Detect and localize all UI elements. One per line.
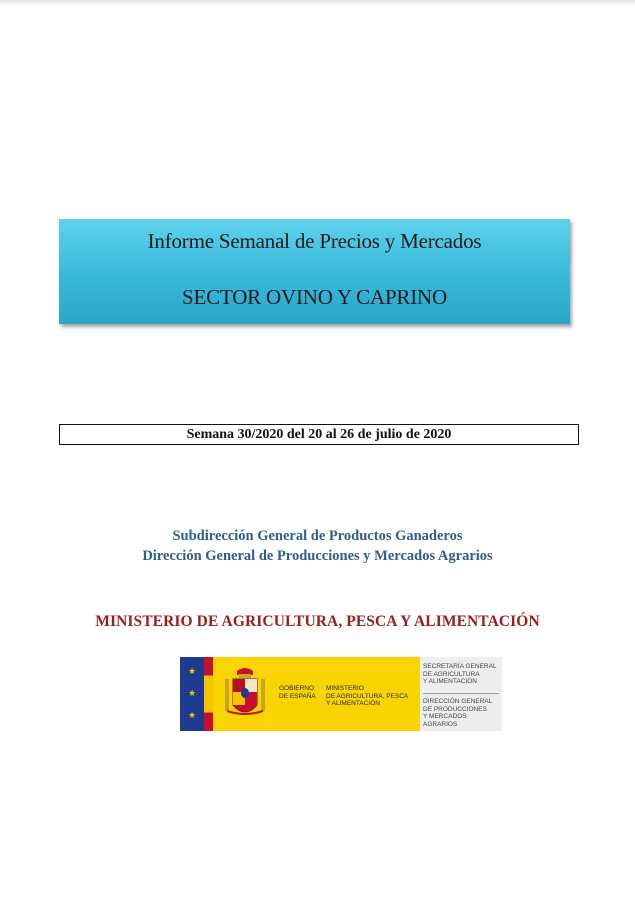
- direction-label: Dirección General de Producciones y Mercados Agrarios: [142, 548, 493, 564]
- government-logo: [180, 657, 502, 731]
- gobierno-label: GOBIERNO DE ESPAÑA: [279, 685, 316, 700]
- logo-grey-panel: [420, 657, 502, 731]
- report-sector: SECTOR OVINO Y CAPRINO: [182, 285, 447, 309]
- report-title-box: [59, 219, 570, 324]
- week-label: Semana 30/2020 del 20 al 26 de julio de 2020: [59, 424, 579, 445]
- coat-of-arms-icon: [223, 665, 267, 723]
- report-title: Informe Semanal de Precios y Mercados: [147, 229, 482, 253]
- direccion-label: DIRECCIÓN GENERAL DE PRODUCCIONES Y MERCADOS AGRARIOS: [423, 698, 493, 728]
- logo-divider: [423, 693, 499, 694]
- subdirection-label: Subdirección General de Productos Ganaderos: [172, 528, 463, 544]
- star-icon: ★: [187, 688, 197, 698]
- eu-flag-strip: [180, 657, 204, 731]
- star-icon: ★: [187, 710, 197, 720]
- logo-yellow-panel: [213, 657, 420, 731]
- ministry-label: MINISTERIO DE AGRICULTURA, PESCA Y ALIMENTACIÓN: [95, 613, 540, 630]
- star-icon: ★: [187, 666, 197, 676]
- secretaria-label: SECRETARÍA GENERAL DE AGRICULTURA Y ALIMENTACIÓN: [423, 663, 497, 685]
- page-top-edge: [0, 0, 635, 6]
- spain-flag-stripes: [204, 657, 213, 731]
- ministerio-label: MINISTERIO DE AGRICULTURA, PESCA Y ALIMENTACIÓN: [326, 685, 409, 707]
